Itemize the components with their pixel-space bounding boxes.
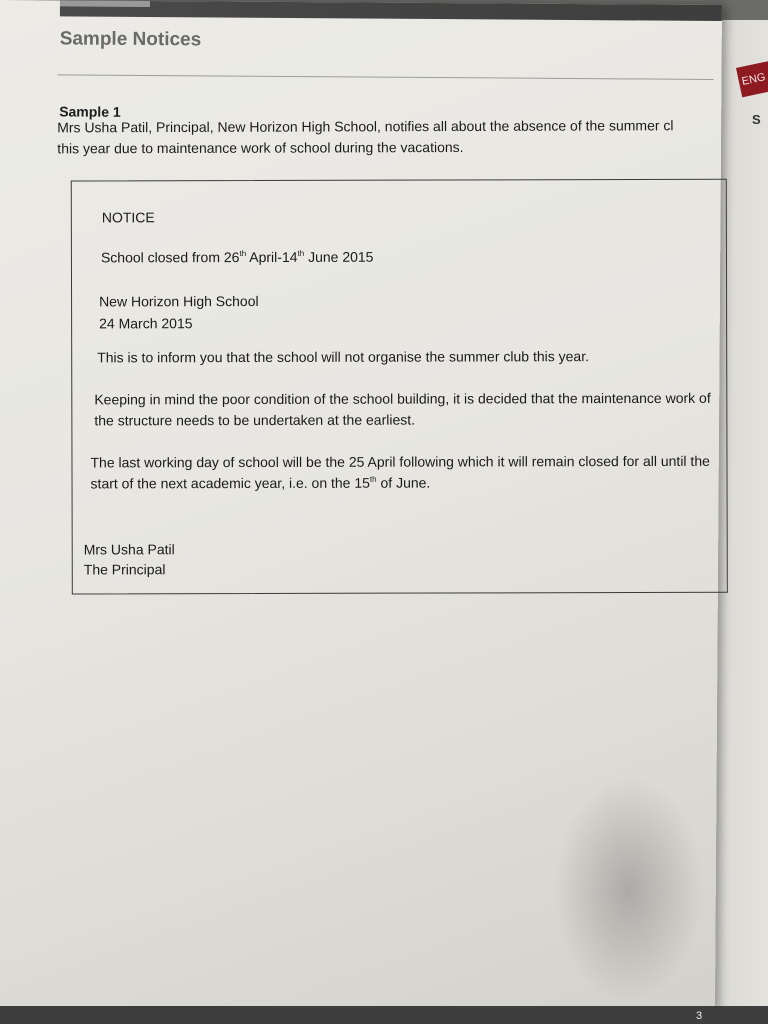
- title-divider: [57, 74, 713, 80]
- notice-subject-suffix: June 2015: [304, 248, 374, 265]
- notice-paragraph-1: This is to inform you that the school will not organise the summer club this year.: [97, 348, 590, 366]
- section-title: Sample Notices: [59, 28, 202, 51]
- sample-intro: [57, 115, 757, 159]
- notice-signatory-name: Mrs Usha Patil: [83, 541, 175, 558]
- notice-subject-sup-2: th: [297, 248, 305, 258]
- notice-subject-prefix: School closed from 26: [100, 249, 240, 266]
- header-strip: [60, 0, 722, 21]
- footer-strip: [0, 1006, 768, 1024]
- notice-date: 24 March 2015: [99, 315, 193, 332]
- sample-intro-line-1: Mrs Usha Patil, Principal, New Horizon High School, notifies all about the absence of the summer cl: [57, 117, 674, 136]
- notice-box: [71, 179, 728, 595]
- notice-paragraph-3-sup: th: [369, 474, 377, 484]
- notice-heading: NOTICE: [101, 209, 155, 226]
- notice-paragraph-2: Keeping in mind the poor condition of the school building, it is decided that the maintenance work of the structure needs to be undertaken at the earliest.: [94, 389, 711, 429]
- notice-subject: [101, 247, 374, 268]
- page-number: 3: [696, 1010, 703, 1022]
- notice-paragraph-3-prefix: The last working day of school will be the 25 April following which it will remain closed for all until the start of the next academic year, i.e. on the 15: [90, 452, 710, 492]
- facing-page-letter: S: [752, 112, 761, 127]
- notice-paragraph-3-suffix: of June.: [376, 474, 431, 491]
- notice-signatory-title: The Principal: [83, 561, 166, 578]
- notice-subject-mid: April-14: [246, 248, 298, 266]
- hand-shadow: [553, 774, 705, 1005]
- sample-label: Sample 1: [59, 103, 121, 120]
- notice-school-name: New Horizon High School: [99, 293, 259, 310]
- notice-paragraph-3: [90, 451, 714, 495]
- notice-subject-sup-1: th: [239, 249, 247, 259]
- sample-intro-line-2: this year due to maintenance work of school during the vacations.: [57, 138, 464, 157]
- header-strip-tab: [60, 0, 150, 7]
- facing-page-tab: ENG: [736, 59, 768, 97]
